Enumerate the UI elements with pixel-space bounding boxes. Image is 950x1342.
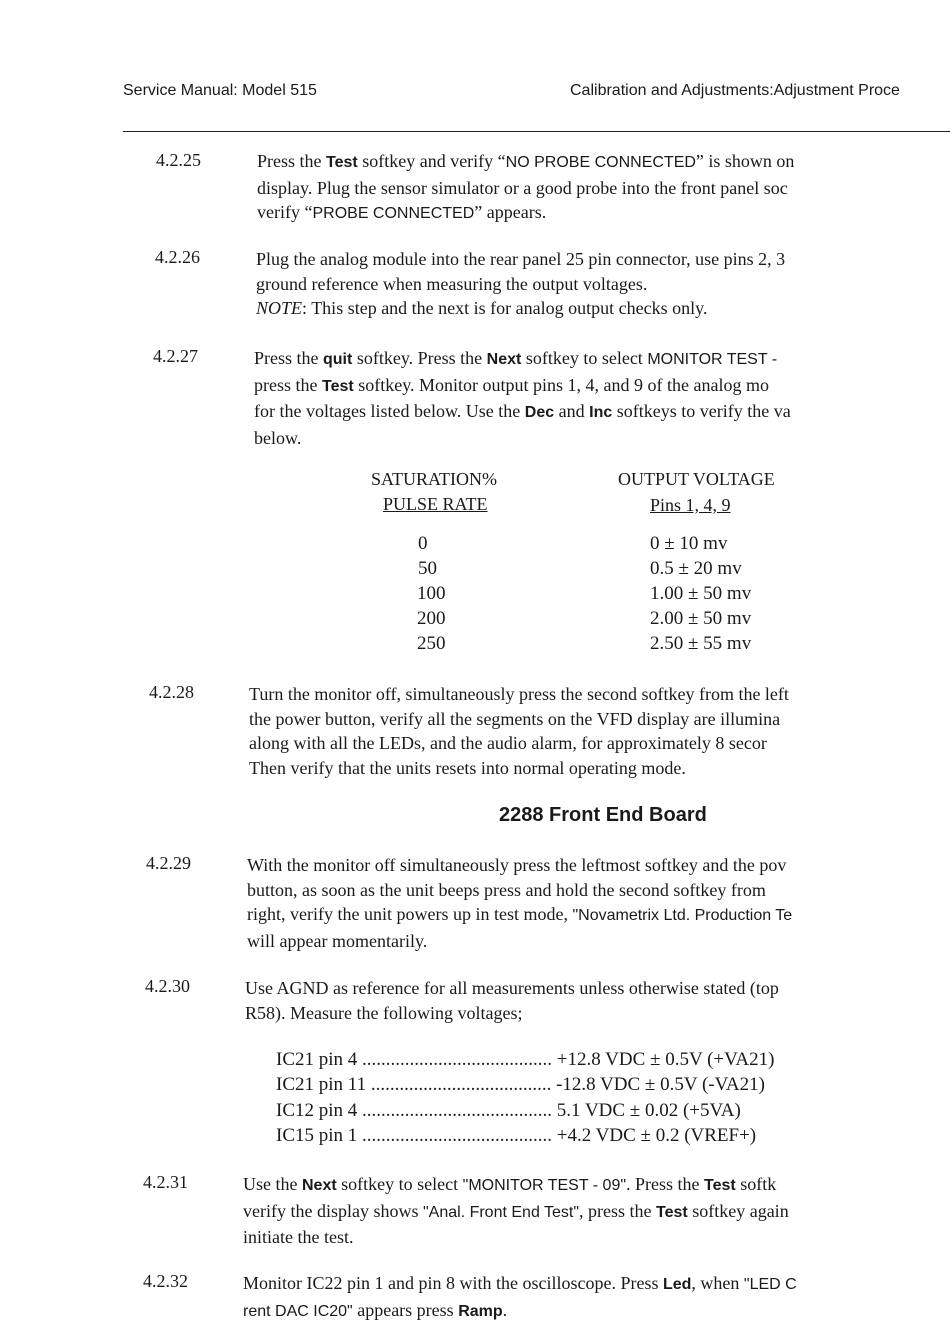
text-line: With the monitor off simultaneously press the leftmost softkey and the pov <box>247 855 787 875</box>
measurement-spec: -12.8 VDC ± 0.5V (-VA21) <box>556 1074 765 1095</box>
measurement-pin: IC12 pin 4 <box>276 1100 358 1121</box>
text-line: ground reference when measuring the output voltages. <box>256 273 648 294</box>
text-line: the power button, verify all the segments on the VFD display are illumina <box>249 708 781 729</box>
step-number: 4.2.29 <box>146 853 191 873</box>
table-cell-rate: 100 <box>417 583 446 604</box>
table-cell-voltage: 1.00 ± 50 mv <box>650 583 752 604</box>
table-header-pulse-rate: PULSE RATE <box>383 494 488 514</box>
text-line: Monitor IC22 pin 1 and pin 8 with the oscilloscope. Press Led, when "LED C <box>243 1273 797 1293</box>
text-line: Plug the analog module into the rear panel 25 pin connector, use pins 2, 3 <box>256 249 786 269</box>
text-line: press the Test softkey. Monitor output pins 1, 4, and 9 of the analog mo <box>254 374 769 395</box>
table-cell-rate: 0 <box>418 533 428 554</box>
step-number: 4.2.31 <box>143 1172 188 1192</box>
table-cell-voltage: 2.50 ± 55 mv <box>650 633 752 654</box>
step-4-2-29-text <box>247 853 792 953</box>
measurement-row <box>276 1125 756 1147</box>
table-cell-voltage: 0 ± 10 mv <box>650 533 728 554</box>
table-header-pins: Pins 1, 4, 9 <box>650 495 731 515</box>
measurement-row <box>276 1100 741 1122</box>
measurement-row <box>276 1074 765 1096</box>
header-right: Calibration and Adjustments:Adjustment Proce <box>570 82 900 99</box>
measurement-spec: +4.2 VDC ± 0.2 (VREF+) <box>556 1125 757 1146</box>
text-line: below. <box>254 427 302 448</box>
header-left: Service Manual: Model 515 <box>123 82 317 99</box>
table-cell-rate: 200 <box>417 608 446 629</box>
measurement-spec: +12.8 VDC ± 0.5V (+VA21) <box>556 1049 775 1070</box>
note-label: NOTE <box>256 298 303 318</box>
measurement-pin: IC21 pin 11 <box>276 1074 367 1095</box>
text-line: along with all the LEDs, and the audio alarm, for approximately 8 secor <box>249 733 767 753</box>
text-line: Use AGND as reference for all measurements unless otherwise stated (top <box>245 978 779 998</box>
header-rule <box>123 131 950 132</box>
text-line: display. Plug the sensor simulator or a good probe into the front panel soc <box>257 177 788 198</box>
step-number: 4.2.26 <box>155 247 200 267</box>
table-header-output-voltage: OUTPUT VOLTAGE <box>618 469 775 489</box>
step-number: 4.2.30 <box>145 976 190 996</box>
step-number: 4.2.28 <box>149 682 194 702</box>
step-number: 4.2.27 <box>153 346 198 366</box>
step-4-2-30-text <box>245 976 779 1025</box>
table-cell-voltage: 2.00 ± 50 mv <box>650 608 752 629</box>
text-line: verify the display shows "Anal. Front End Test", press the Test softkey again <box>243 1200 789 1221</box>
text-line: initiate the test. <box>243 1227 354 1247</box>
leader-dots: ........................................ <box>357 1100 557 1121</box>
leader-dots: ........................................ <box>357 1049 557 1070</box>
measurement-spec: 5.1 VDC ± 0.02 (+5VA) <box>556 1100 741 1121</box>
text-line: verify “PROBE CONNECTED” appears. <box>257 202 547 222</box>
text-line: Press the quit softkey. Press the Next softkey to select MONITOR TEST - <box>254 348 778 368</box>
text-line: rent DAC IC20" appears press Ramp. <box>243 1299 508 1320</box>
measurement-row <box>276 1049 774 1071</box>
measurement-pin: IC21 pin 4 <box>276 1049 358 1070</box>
text-line: Then verify that the units resets into normal operating mode. <box>249 757 686 778</box>
table-header-saturation: SATURATION% <box>371 469 497 489</box>
step-number: 4.2.32 <box>143 1271 188 1291</box>
text-line: NOTE: This step and the next is for analog output checks only. <box>256 298 708 318</box>
table-cell-voltage: 0.5 ± 20 mv <box>650 558 742 579</box>
measurement-pin: IC15 pin 1 <box>276 1125 358 1146</box>
step-4-2-26-text <box>256 247 785 321</box>
text-line: Press the Test softkey and verify “NO PROBE CONNECTED” is shown on <box>257 151 795 171</box>
table-cell-rate: 250 <box>417 633 446 654</box>
text-line: button, as soon as the unit beeps press and hold the second softkey from <box>247 879 766 900</box>
step-4-2-28-text <box>249 682 789 780</box>
text-line: right, verify the unit powers up in test mode, "Novametrix Ltd. Production Te <box>247 904 793 924</box>
step-4-2-25-text <box>257 149 794 227</box>
leader-dots: ........................................ <box>357 1125 557 1146</box>
text-line: R58). Measure the following voltages; <box>245 1002 523 1023</box>
step-number: 4.2.25 <box>156 150 201 170</box>
text-line: Turn the monitor off, simultaneously press the second softkey from the left <box>249 684 789 704</box>
text-line: Use the Next softkey to select "MONITOR TEST - 09". Press the Test softk <box>243 1174 777 1194</box>
text-line: for the voltages listed below. Use the Dec and Inc softkeys to verify the va <box>254 401 791 421</box>
step-4-2-31-text <box>243 1172 789 1250</box>
leader-dots: ...................................... <box>366 1074 557 1095</box>
text-line: will appear momentarily. <box>247 930 428 951</box>
step-4-2-27-text <box>254 346 791 450</box>
table-cell-rate: 50 <box>418 558 437 579</box>
section-title: 2288 Front End Board <box>499 804 707 826</box>
step-4-2-32-text <box>243 1271 797 1324</box>
